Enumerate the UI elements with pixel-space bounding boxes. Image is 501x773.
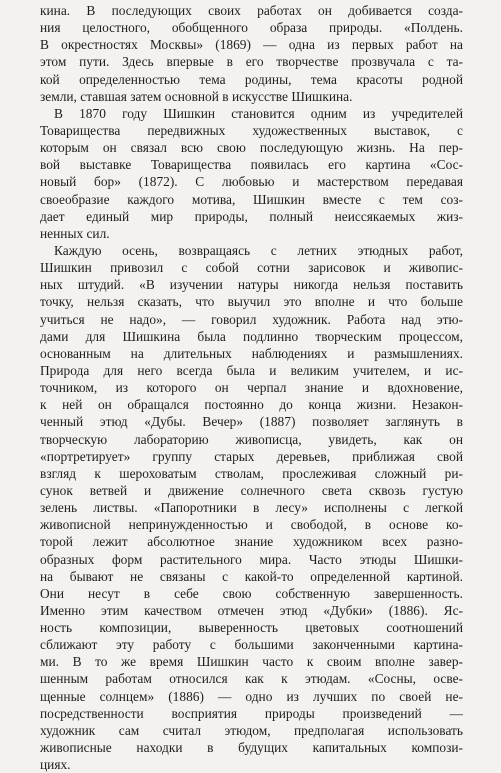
text-line: художник сам считал этюдом, предполагая использовать: [40, 722, 463, 738]
text-line: ния целостного, обобщенного образа природы. «Полдень.: [40, 20, 463, 36]
text-line: земли, ставшая затем основной в искусстве Шишкина.: [40, 88, 353, 104]
text-line: дами для Шишкина была подлинно творческим процессом,: [40, 328, 463, 344]
text-line: ченный этюд «Дубы. Вечер» (1887) позволяет заглянуть в: [40, 414, 463, 430]
text-line: образных форм растительного мира. Часто этюды Шишки-: [40, 551, 463, 567]
text-line: ми. В то же время Шишкин часто к своим вполне завер-: [40, 654, 463, 670]
text-line: дает единый мир природы, полный неиссякаемых жиз-: [40, 208, 463, 224]
text-line: вой выставке Товарищества появилась его картина «Сос-: [40, 157, 463, 173]
text-line: сунок ветвей и движение солнечного света сквозь густую: [40, 482, 463, 498]
paragraph: [40, 2, 463, 105]
text-line: сближают эту работу с большими законченными картина-: [40, 637, 463, 653]
text-line: зелень листвы. «Папоротники в лесу» исполнены с легкой: [40, 500, 463, 516]
text-line: кина. В последующих своих работах он добивается созда-: [40, 3, 463, 18]
text-line: новый бор» (1872). С любовью и мастерством передавая: [40, 174, 463, 190]
paragraph: [40, 105, 463, 242]
text-line: ненных сил.: [40, 225, 110, 241]
text-line: на бывают не связаны с какой-то определенной картиной.: [40, 568, 463, 584]
text-line: кой определенностью тема родины, тема красоты родной: [40, 71, 463, 87]
text-line: своеобразие каждого мотива, Шишкин вместе с тем соз-: [40, 191, 463, 207]
text-line: которым он связал всю свою последующую жизнь. На пер-: [40, 140, 463, 156]
text-line: живописные находки в будущих капитальных компози-: [40, 740, 463, 756]
text-line: точку, нельзя сказать, что выучил это вполне и что больше: [40, 294, 463, 310]
paragraph: [40, 242, 463, 773]
text-line: Шишкин привозил с собой сотни зарисовок и живопис-: [40, 260, 463, 276]
text-line: Товарищества передвижных художественных выставок, с: [40, 122, 463, 138]
text-line: В 1870 году Шишкин становится одним из учредителей: [54, 105, 463, 121]
text-line: Каждую осень, возвращаясь с летних этюдных работ,: [54, 242, 463, 258]
text-line: живописной непринужденностью и свободой, в основе ко-: [40, 517, 463, 533]
text-line: циях.: [40, 757, 71, 773]
text-line: основанным на длительных наблюдениях и размышлениях.: [40, 345, 463, 361]
text-line: точником, из которого он черпал знание и вдохновение,: [40, 380, 463, 396]
text-line: Они несут в себе свою собственную завершенность.: [40, 585, 463, 601]
text-line: В окрестностях Москвы» (1869) — одна из первых работ на: [40, 37, 463, 53]
text-line: торой лежит абсолютное знание художником всех разно-: [40, 534, 463, 550]
text-line: ных штудий. «В изучении натуры никогда нельзя поставить: [40, 277, 463, 293]
text-line: учиться не надо», — говорил художник. Работа над этю-: [40, 311, 463, 327]
text-line: Природа для него всегда была и великим учителем, и ис-: [40, 362, 463, 378]
body-text: [40, 2, 463, 773]
text-line: взгляд к шероховатым стволам, прослеживая сложный ри-: [40, 465, 463, 481]
text-line: этом пути. Здесь впервые в его творчестве прозвучала с та-: [40, 54, 463, 70]
text-line: щенные солнцем» (1886) — одно из лучших по своей не-: [40, 688, 463, 704]
text-line: шенным работам относился как к этюдам. «Сосны, осве-: [40, 671, 463, 687]
text-line: творческую лабораторию живописца, увидеть, как он: [40, 431, 463, 447]
text-line: ность композиции, выверенность цветовых соотношений: [40, 620, 463, 636]
text-line: к ней он обращался постоянно до конца жизни. Незакон-: [40, 397, 463, 413]
text-line: Именно этим качеством отмечен этюд «Дубки» (1886). Яс-: [40, 602, 463, 618]
text-line: «портретирует» группу старых деревьев, приближая свой: [40, 448, 463, 464]
text-line: посредственности восприятия природы произведений —: [40, 705, 463, 721]
